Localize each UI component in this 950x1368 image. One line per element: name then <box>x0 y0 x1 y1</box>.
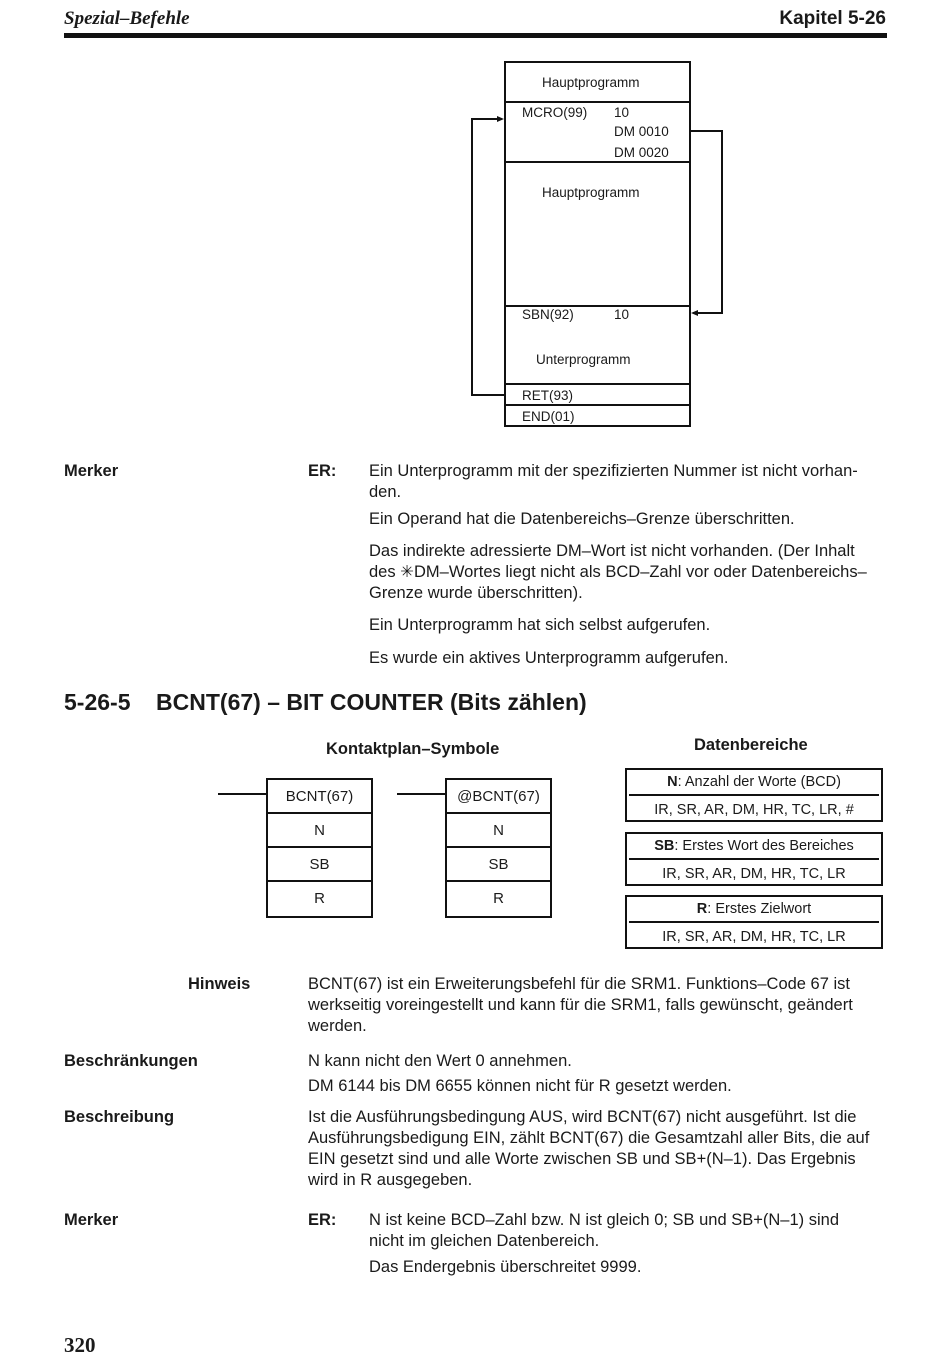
sbn-instruction: SBN(92) <box>522 307 574 322</box>
data-area-box-sb <box>625 832 883 886</box>
symbol-instruction: @BCNT(67) <box>447 780 550 814</box>
operand-desc: : Erstes Zielwort <box>707 901 812 917</box>
return-arrow <box>472 119 504 395</box>
bcnt-symbol <box>266 778 373 918</box>
left-rung-line <box>218 793 267 795</box>
beschreibung-label: Beschreibung <box>64 1108 175 1126</box>
beschreibung-text: Ist die Ausführungsbedingung AUS, wird BCNT(67) nicht ausgeführt. Ist die Ausführungsbedigung EIN, zählt BCNT(67) die Gesamtzahl aller Bits, die auf EIN gesetzt sind und alle Worte zwischen SB und SB+(N–1). Das Ergebnis wird in R ausgegeben. <box>308 1108 870 1189</box>
data-area-title <box>629 897 879 923</box>
end-instruction: END(01) <box>522 409 575 424</box>
operand-desc: : Erstes Wort des Bereiches <box>674 838 854 854</box>
differentiated-bcnt-symbol <box>445 778 552 918</box>
data-area-title <box>629 770 879 796</box>
symbol-operand-n: N <box>447 814 550 848</box>
er-label: ER: <box>308 462 337 480</box>
er-label-2: ER: <box>308 1211 337 1229</box>
merker2-item: Das Endergebnis überschreitet 9999. <box>369 1258 642 1276</box>
subroutine-label: Unterprogramm <box>536 352 631 367</box>
running-header-chapter-number: Kapitel 5-26 <box>779 8 886 29</box>
beschraenkungen-item: N kann nicht den Wert 0 annehmen. <box>308 1052 572 1070</box>
mcro-operand-1: 10 <box>614 105 630 120</box>
mcro-operand-3: DM 0020 <box>614 145 669 160</box>
operand-key: R <box>696 901 708 917</box>
ladder-symbols-heading: Kontaktplan–Symbole <box>326 740 500 758</box>
main-program-label: Hauptprogramm <box>542 75 640 90</box>
symbol-operand-r: R <box>493 890 504 907</box>
mcro-operand-2: DM 0010 <box>614 124 669 139</box>
beschraenkungen-label: Beschränkungen <box>64 1052 198 1070</box>
merker-list <box>369 461 889 669</box>
return-arrow-head <box>497 116 504 122</box>
flow-arrows <box>0 0 950 440</box>
main-program-label-2: Hauptprogramm <box>542 185 640 200</box>
merker-item: Das indirekte adressierte DM–Wort ist nicht vorhanden. (Der Inhalt des ✳DM–Wortes liegt nicht als BCD–Zahl vor oder Datenbereichs– Grenze wurde überschritten). <box>369 542 867 602</box>
call-arrow-head <box>691 310 698 316</box>
data-area-title <box>629 834 879 860</box>
hinweis-label: Hinweis <box>188 975 251 993</box>
symbol-operand-n: N <box>268 814 371 848</box>
section-title: 5-26-5 BCNT(67) – BIT COUNTER (Bits zählen) <box>64 689 587 715</box>
symbol-operand-sb: SB <box>447 848 550 882</box>
merker-label-2: Merker <box>64 1211 119 1229</box>
hinweis-text: BCNT(67) ist ein Erweiterungsbefehl für die SRM1. Funktions–Code 67 ist werkseitig voreingestellt und kann für die SRM1, falls gewünscht, geändert werden. <box>308 975 853 1035</box>
merker-item: Ein Unterprogramm hat sich selbst aufgerufen. <box>369 616 711 634</box>
running-header-chapter-title: Spezial–Befehle <box>64 8 190 29</box>
data-area-box-n <box>625 768 883 822</box>
left-rung-line-2 <box>397 793 446 795</box>
merker-item: Ein Operand hat die Datenbereichs–Grenze überschritten. <box>369 510 795 528</box>
merker2-item: N ist keine BCD–Zahl bzw. N ist gleich 0; SB und SB+(N–1) sind nicht im gleichen Datenbereich. <box>369 1211 840 1250</box>
call-arrow <box>691 131 722 313</box>
sbn-operand: 10 <box>614 307 630 322</box>
symbol-operand-sb: SB <box>268 848 371 882</box>
data-area-list: IR, SR, AR, DM, HR, TC, LR, # <box>654 802 854 818</box>
data-area-list: IR, SR, AR, DM, HR, TC, LR <box>662 866 846 882</box>
merker-item: Es wurde ein aktives Unterprogramm aufgerufen. <box>369 649 729 667</box>
page-number: 320 <box>64 1333 96 1357</box>
operand-key: N <box>667 774 678 790</box>
mcro-instruction: MCRO(99) <box>522 105 588 120</box>
beschraenkungen-item: DM 6144 bis DM 6655 können nicht für R gesetzt werden. <box>308 1077 732 1095</box>
ret-instruction: RET(93) <box>522 388 574 403</box>
data-area-box-r <box>625 895 883 949</box>
merker-item: Ein Unterprogramm mit der spezifizierten Nummer ist nicht vorhan- den. <box>369 462 858 501</box>
operand-desc: : Anzahl der Worte (BCD) <box>677 774 841 790</box>
symbol-instruction: BCNT(67) <box>268 780 371 814</box>
merker-label: Merker <box>64 462 119 480</box>
symbol-operand-r: R <box>314 890 325 907</box>
data-area-list: IR, SR, AR, DM, HR, TC, LR <box>662 929 846 945</box>
data-areas-heading: Datenbereiche <box>694 736 808 754</box>
subroutine-flow-diagram <box>0 0 950 440</box>
operand-key: SB <box>654 838 675 854</box>
